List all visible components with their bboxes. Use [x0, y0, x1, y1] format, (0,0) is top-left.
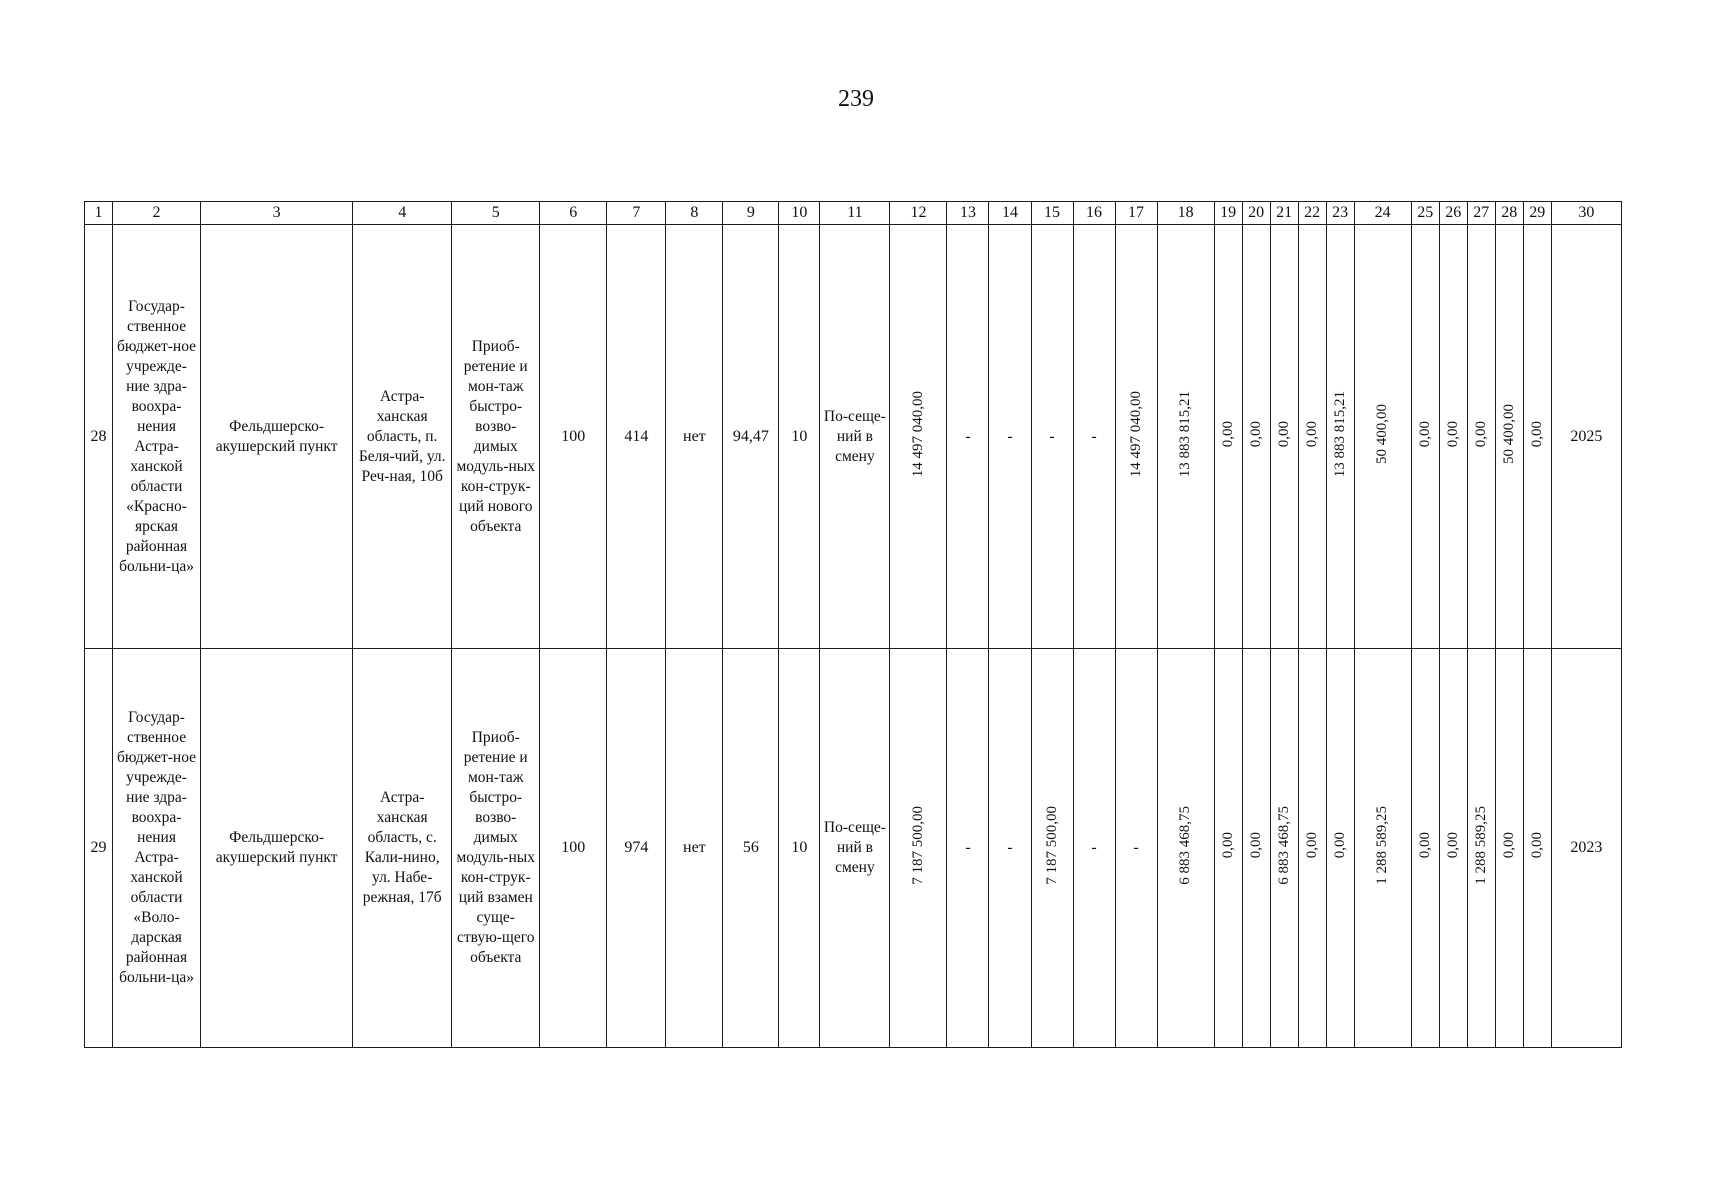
cell-value: 100 [540, 649, 607, 1048]
cell-value: 10 [779, 649, 820, 1048]
amount-cell: 0,00 [1528, 420, 1545, 448]
header-cell: 18 [1157, 202, 1214, 225]
cell-value: - [989, 649, 1031, 1048]
amount-cell: 0,00 [1275, 420, 1292, 448]
amount-cell: 0,00 [1219, 420, 1236, 448]
amount-cell: 6 883 468,75 [1275, 806, 1292, 885]
cell-value: 94,47 [723, 225, 779, 649]
amount-cell: 0,00 [1416, 420, 1433, 448]
facility-type: Фельдшерско-акушерский пункт [215, 829, 338, 866]
column-number-row [85, 202, 1622, 225]
header-cell: 19 [1214, 202, 1242, 225]
amount-cell: 0,00 [1219, 832, 1236, 859]
header-cell: 25 [1411, 202, 1439, 225]
investment-table [84, 201, 1622, 1048]
amount-cell: 14 497 040,00 [909, 390, 926, 478]
cell-value: - [1073, 649, 1115, 1048]
header-cell: 1 [85, 202, 113, 225]
table-row [85, 225, 1622, 649]
header-cell: 28 [1495, 202, 1523, 225]
header-cell: 7 [607, 202, 666, 225]
header-cell: 3 [201, 202, 353, 225]
cell-value: нет [666, 649, 723, 1048]
facility-type: Фельдшерско-акушерский пункт [215, 417, 338, 455]
header-cell: 9 [723, 202, 779, 225]
cell-value: - [1073, 225, 1115, 649]
address: Астра-ханская область, с. Кали-нино, ул. Набе-режная, 17б [362, 789, 442, 906]
header-cell: 2 [113, 202, 201, 225]
header-cell: 10 [779, 202, 820, 225]
amount-cell: 0,00 [1500, 832, 1517, 859]
amount-cell: 0,00 [1472, 420, 1489, 448]
amount-cell: 0,00 [1331, 832, 1348, 859]
cell-value: нет [666, 225, 723, 649]
row-number: 29 [85, 649, 113, 1048]
cell-value: - [989, 225, 1031, 649]
capacity-unit: По-сеще-ний в смену [823, 819, 886, 876]
amount-cell: 14 497 040,00 [1127, 390, 1144, 478]
cell-value: - [947, 649, 989, 1048]
amount-cell: 0,00 [1416, 832, 1433, 859]
header-cell: 29 [1523, 202, 1551, 225]
amount-cell: 0,00 [1444, 832, 1461, 859]
work-description: Приоб-ретение и мон-таж быстро-возво-димых модуль-ных кон-струк-ций нового объекта [456, 337, 535, 535]
address: Астра-ханская область, п. Беля-чий, ул. Реч-ная, 10б [358, 387, 446, 485]
institution-name: Государ-ственное бюджет-ное учрежде-ние здра-воохра-нения Астра-ханской области «Воло-дарская районная больни-ца» [117, 709, 197, 986]
institution-name: Государ-ственное бюджет-ное учрежде-ние здра-воохра-нения Астра-ханской области «Красно-ярская районная больни-ца» [117, 297, 197, 575]
cell-value: - [1031, 225, 1073, 649]
amount-cell: 13 883 815,21 [1177, 390, 1194, 478]
header-cell: 24 [1354, 202, 1411, 225]
cell-value: 56 [723, 649, 779, 1048]
amount-cell: 50 400,00 [1500, 404, 1517, 464]
header-cell: 6 [540, 202, 607, 225]
cell-value: 414 [607, 225, 666, 649]
header-cell: 21 [1270, 202, 1298, 225]
amount-cell: 0,00 [1528, 832, 1545, 859]
header-cell: 13 [947, 202, 989, 225]
header-cell: 27 [1467, 202, 1495, 225]
header-cell: 23 [1326, 202, 1354, 225]
header-cell: 14 [989, 202, 1031, 225]
cell-value: - [1115, 649, 1157, 1048]
page-number: 239 [838, 86, 874, 112]
header-cell: 20 [1242, 202, 1270, 225]
header-cell: 16 [1073, 202, 1115, 225]
header-cell: 26 [1439, 202, 1467, 225]
cell-value: 10 [779, 225, 820, 649]
header-cell: 8 [666, 202, 723, 225]
cell-value: - [947, 225, 989, 649]
header-cell: 12 [890, 202, 947, 225]
cell-value: 974 [607, 649, 666, 1048]
header-cell: 5 [452, 202, 540, 225]
amount-cell: 0,00 [1303, 832, 1320, 859]
amount-cell: 0,00 [1444, 420, 1461, 448]
table-row [85, 649, 1622, 1048]
amount-cell: 7 187 500,00 [909, 806, 926, 885]
amount-cell: 50 400,00 [1374, 404, 1391, 464]
amount-cell: 0,00 [1247, 832, 1264, 859]
amount-cell: 0,00 [1247, 420, 1264, 448]
capacity-unit: По-сеще-ний в смену [823, 407, 886, 465]
amount-cell: 7 187 500,00 [1043, 806, 1060, 885]
amount-cell: 0,00 [1303, 420, 1320, 448]
header-cell: 15 [1031, 202, 1073, 225]
work-description: Приоб-ретение и мон-таж быстро-возво-димых модуль-ных кон-струк-ций взамен суще-ствую-щего объекта [456, 729, 535, 966]
completion-year: 2023 [1551, 649, 1621, 1048]
header-cell: 4 [353, 202, 452, 225]
row-number: 28 [85, 225, 113, 649]
completion-year: 2025 [1551, 225, 1621, 649]
header-cell: 30 [1551, 202, 1621, 225]
header-cell: 11 [820, 202, 890, 225]
amount-cell: 1 288 589,25 [1374, 806, 1391, 885]
amount-cell: 1 288 589,25 [1472, 806, 1489, 885]
amount-cell: 13 883 815,21 [1331, 390, 1348, 478]
header-cell: 17 [1115, 202, 1157, 225]
cell-value: 100 [540, 225, 607, 649]
amount-cell: 6 883 468,75 [1177, 806, 1194, 885]
header-cell: 22 [1298, 202, 1326, 225]
